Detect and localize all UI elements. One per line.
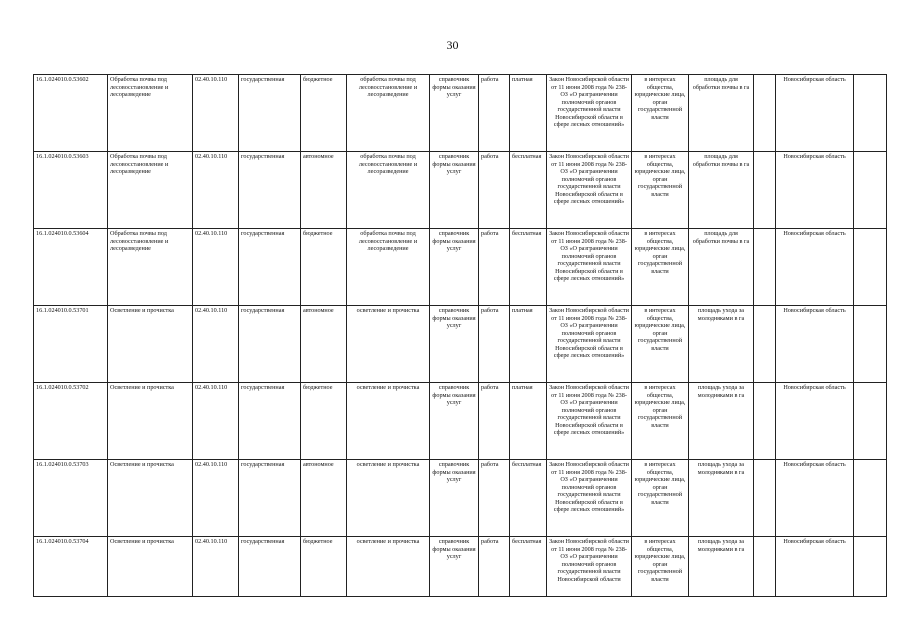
cell-consumers: в интересах общества, юридические лица, орган государственной власти <box>632 383 689 460</box>
cell-last <box>854 537 887 597</box>
cell-institution-type: бюджетное <box>301 383 347 460</box>
cell-consumers: в интересах общества, юридические лица, орган государственной власти <box>632 229 689 306</box>
cell-indicator: площадь ухода за молодняками в га <box>689 306 754 383</box>
cell-last <box>854 306 887 383</box>
cell-content: обработка почвы под лесовосстановление и лесоразведение <box>347 229 430 306</box>
cell-region: Новосибирская область <box>776 152 854 229</box>
cell-okved: 02.40.10.110 <box>193 152 239 229</box>
cell-kind: работа <box>479 306 510 383</box>
cell-extra <box>754 306 776 383</box>
cell-institution-type: бюджетное <box>301 75 347 152</box>
cell-kind: работа <box>479 229 510 306</box>
table-row <box>34 75 887 152</box>
cell-law: Закон Новосибирской области от 11 июня 2008 года № 238-ОЗ «О разграничении полномочий органов государственной власти Новосибирской области <box>547 537 632 597</box>
cell-name: Обработка почвы под лесовосстановление и лесоразведение <box>108 75 193 152</box>
cell-institution-type: автономное <box>301 460 347 537</box>
cell-form: справочник формы оказания услуг <box>430 306 479 383</box>
cell-last <box>854 75 887 152</box>
table-row <box>34 306 887 383</box>
cell-law: Закон Новосибирской области от 11 июня 2008 года № 238-ОЗ «О разграничении полномочий органов государственной власти Новосибирской области в сфере лесных отношений» <box>547 152 632 229</box>
cell-form: справочник формы оказания услуг <box>430 460 479 537</box>
cell-payment: платная <box>510 75 547 152</box>
cell-content: обработка почвы под лесовосстановление и лесоразведение <box>347 75 430 152</box>
cell-region: Новосибирская область <box>776 460 854 537</box>
cell-region: Новосибирская область <box>776 383 854 460</box>
cell-form: справочник формы оказания услуг <box>430 229 479 306</box>
cell-org-type: государственная <box>239 537 301 597</box>
cell-indicator: площадь ухода за молодняками в га <box>689 537 754 597</box>
cell-form: справочник формы оказания услуг <box>430 383 479 460</box>
cell-institution-type: бюджетное <box>301 537 347 597</box>
cell-content: обработка почвы под лесовосстановление и лесоразведение <box>347 152 430 229</box>
cell-institution-type: автономное <box>301 152 347 229</box>
cell-institution-type: автономное <box>301 306 347 383</box>
cell-kind: работа <box>479 152 510 229</box>
cell-region: Новосибирская область <box>776 229 854 306</box>
cell-code: 16.1.024010.0.53603 <box>34 152 108 229</box>
cell-okved: 02.40.10.110 <box>193 75 239 152</box>
cell-law: Закон Новосибирской области от 11 июня 2008 года № 238-ОЗ «О разграничении полномочий органов государственной власти Новосибирской области в сфере лесных отношений» <box>547 229 632 306</box>
cell-law: Закон Новосибирской области от 11 июня 2008 года № 238-ОЗ «О разграничении полномочий органов государственной власти Новосибирской области в сфере лесных отношений» <box>547 75 632 152</box>
cell-okved: 02.40.10.110 <box>193 383 239 460</box>
page-number: 30 <box>446 38 459 52</box>
cell-org-type: государственная <box>239 306 301 383</box>
cell-name: Осветление и прочистка <box>108 383 193 460</box>
table-row <box>34 537 887 597</box>
cell-extra <box>754 152 776 229</box>
cell-payment: бесплатная <box>510 229 547 306</box>
cell-content: осветление и прочистка <box>347 306 430 383</box>
cell-okved: 02.40.10.110 <box>193 460 239 537</box>
cell-consumers: в интересах общества, юридические лица, орган государственной власти <box>632 152 689 229</box>
cell-law: Закон Новосибирской области от 11 июня 2008 года № 238-ОЗ «О разграничении полномочий органов государственной власти Новосибирской области в сфере лесных отношений» <box>547 306 632 383</box>
table-body <box>34 75 887 597</box>
cell-extra <box>754 383 776 460</box>
cell-form: справочник формы оказания услуг <box>430 75 479 152</box>
cell-last <box>854 383 887 460</box>
cell-kind: работа <box>479 75 510 152</box>
cell-region: Новосибирская область <box>776 537 854 597</box>
cell-payment: платная <box>510 306 547 383</box>
cell-code: 16.1.024010.0.53602 <box>34 75 108 152</box>
cell-payment: платная <box>510 383 547 460</box>
cell-indicator: площадь для обработки почвы в га <box>689 152 754 229</box>
cell-content: осветление и прочистка <box>347 383 430 460</box>
cell-extra <box>754 537 776 597</box>
cell-okved: 02.40.10.110 <box>193 537 239 597</box>
cell-name: Осветление и прочистка <box>108 306 193 383</box>
cell-code: 16.1.024010.0.53701 <box>34 306 108 383</box>
cell-name: Осветление и прочистка <box>108 460 193 537</box>
cell-org-type: государственная <box>239 152 301 229</box>
cell-name: Обработка почвы под лесовосстановление и лесоразведение <box>108 229 193 306</box>
cell-kind: работа <box>479 383 510 460</box>
services-registry-table <box>33 74 887 597</box>
cell-consumers: в интересах общества, юридические лица, орган государственной власти <box>632 306 689 383</box>
cell-okved: 02.40.10.110 <box>193 306 239 383</box>
cell-code: 16.1.024010.0.53703 <box>34 460 108 537</box>
cell-last <box>854 460 887 537</box>
cell-form: справочник формы оказания услуг <box>430 152 479 229</box>
cell-org-type: государственная <box>239 229 301 306</box>
table-row <box>34 460 887 537</box>
cell-indicator: площадь для обработки почвы в га <box>689 75 754 152</box>
cell-payment: бесплатная <box>510 152 547 229</box>
cell-kind: работа <box>479 537 510 597</box>
cell-last <box>854 229 887 306</box>
cell-consumers: в интересах общества, юридические лица, орган государственной власти <box>632 75 689 152</box>
cell-code: 16.1.024010.0.53704 <box>34 537 108 597</box>
cell-org-type: государственная <box>239 460 301 537</box>
cell-institution-type: бюджетное <box>301 229 347 306</box>
cell-org-type: государственная <box>239 75 301 152</box>
cell-payment: бесплатная <box>510 537 547 597</box>
cell-name: Обработка почвы под лесовосстановление и лесоразведение <box>108 152 193 229</box>
cell-extra <box>754 460 776 537</box>
table-row <box>34 152 887 229</box>
cell-indicator: площадь ухода за молодняками в га <box>689 383 754 460</box>
cell-name: Осветление и прочистка <box>108 537 193 597</box>
cell-payment: бесплатная <box>510 460 547 537</box>
table-row <box>34 229 887 306</box>
cell-extra <box>754 75 776 152</box>
cell-law: Закон Новосибирской области от 11 июня 2008 года № 238-ОЗ «О разграничении полномочий органов государственной власти Новосибирской области в сфере лесных отношений» <box>547 460 632 537</box>
cell-extra <box>754 229 776 306</box>
cell-consumers: в интересах общества, юридические лица, орган государственной власти <box>632 537 689 597</box>
cell-indicator: площадь для обработки почвы в га <box>689 229 754 306</box>
cell-last <box>854 152 887 229</box>
cell-form: справочник формы оказания услуг <box>430 537 479 597</box>
cell-region: Новосибирская область <box>776 306 854 383</box>
cell-code: 16.1.024010.0.53702 <box>34 383 108 460</box>
cell-consumers: в интересах общества, юридические лица, орган государственной власти <box>632 460 689 537</box>
cell-content: осветление и прочистка <box>347 537 430 597</box>
cell-content: осветление и прочистка <box>347 460 430 537</box>
cell-okved: 02.40.10.110 <box>193 229 239 306</box>
cell-law: Закон Новосибирской области от 11 июня 2008 года № 238-ОЗ «О разграничении полномочий органов государственной власти Новосибирской области в сфере лесных отношений» <box>547 383 632 460</box>
cell-region: Новосибирская область <box>776 75 854 152</box>
cell-org-type: государственная <box>239 383 301 460</box>
cell-indicator: площадь ухода за молодняками в га <box>689 460 754 537</box>
cell-code: 16.1.024010.0.53604 <box>34 229 108 306</box>
cell-kind: работа <box>479 460 510 537</box>
table-row <box>34 383 887 460</box>
